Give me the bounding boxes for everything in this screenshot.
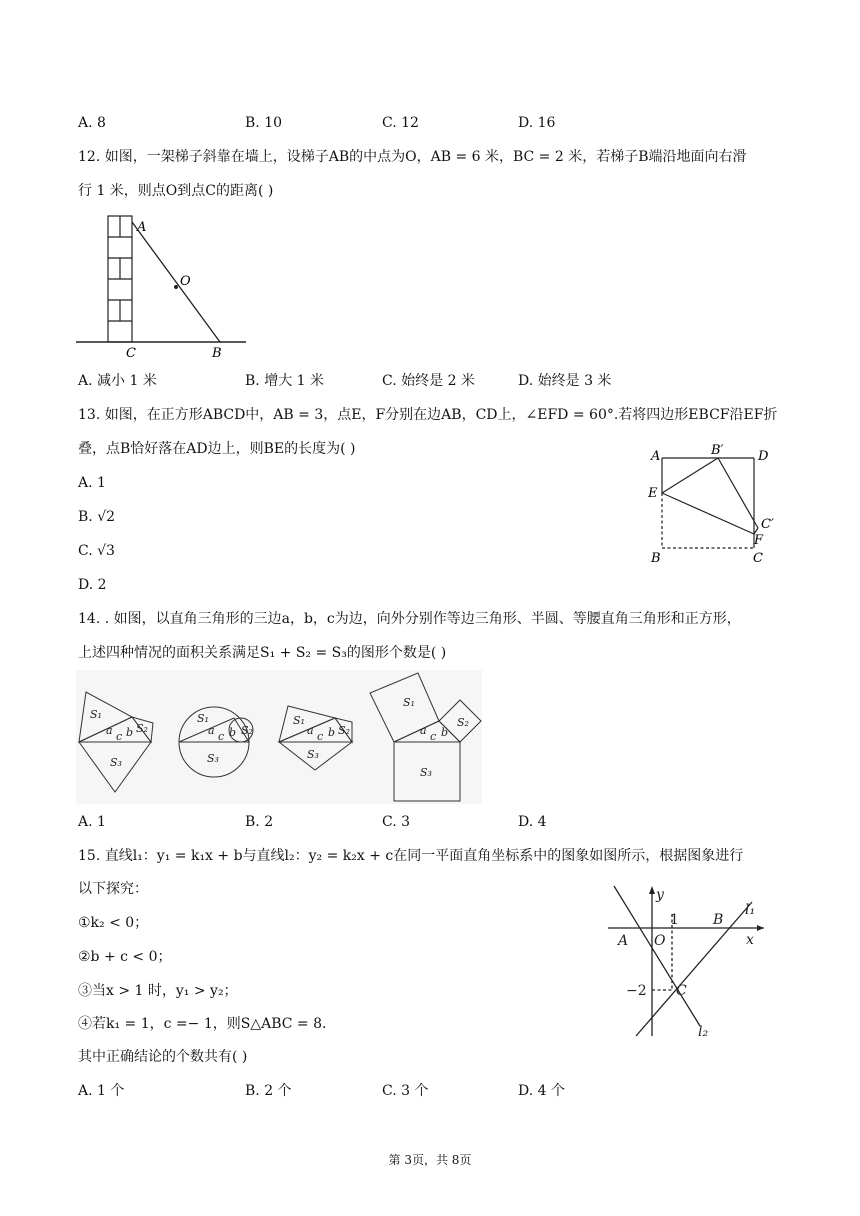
q14-option-a: A. 1 bbox=[78, 814, 106, 830]
q11-option-a: A. 8 bbox=[78, 115, 106, 131]
q15-statement-4: ④若k₁ = 1，c =− 1，则S△ABC = 8. bbox=[78, 1016, 327, 1032]
q14-f2-b: b bbox=[229, 726, 237, 739]
q13-stem-line2: 叠，点B恰好落在AD边上，则BE的长度为( ) bbox=[78, 441, 356, 457]
q14-f4-s3: S₃ bbox=[420, 766, 432, 779]
q11-option-b: B. 10 bbox=[245, 115, 283, 131]
q13-label-a: A bbox=[651, 449, 661, 464]
q14-option-d: D. 4 bbox=[518, 814, 547, 830]
q12-option-b: B. 增大 1 米 bbox=[245, 373, 324, 389]
q14-f3-a: a bbox=[307, 724, 314, 737]
q15-statement-3: ③当x > 1 时，y₁ > y₂； bbox=[78, 983, 238, 999]
q13-option-a: A. 1 bbox=[78, 475, 106, 491]
q14-f3-s2: S₂ bbox=[338, 724, 350, 737]
q12-label-b: B bbox=[212, 346, 222, 361]
q12-stem-line1: 12. 如图，一架梯子斜靠在墙上，设梯子AB的中点为O，AB = 6 米，BC = 2 米，若梯子B端沿地面向右滑 bbox=[78, 149, 747, 165]
q15-label-x: x bbox=[746, 932, 754, 948]
q13-stem-line1: 13. 如图，在正方形ABCD中，AB = 3，点E，F分别在边AB，CD上，∠EFD = 60°.若将四边形EBCF沿EF折 bbox=[78, 407, 778, 423]
q15-option-d: D. 4 个 bbox=[518, 1083, 565, 1099]
q15-statement-2: ②b + c < 0； bbox=[78, 949, 172, 965]
q13-option-c: C. √3 bbox=[78, 543, 115, 559]
q14-f1-c: c bbox=[116, 730, 123, 743]
q12-label-c: C bbox=[126, 346, 136, 361]
q13-label-f: F bbox=[754, 533, 764, 548]
q14-f3-s1: S₁ bbox=[293, 714, 305, 727]
q15-label-l1: l₁ bbox=[745, 902, 756, 918]
q12-option-a: A. 减小 1 米 bbox=[78, 373, 157, 389]
q14-f3-b: b bbox=[328, 726, 336, 739]
q15-y-arrow-icon bbox=[649, 886, 655, 894]
q15-label-one: 1 bbox=[670, 912, 679, 928]
q15-option-c: C. 3 个 bbox=[382, 1083, 429, 1099]
q12-label-a: A bbox=[137, 220, 147, 235]
q15-line-l2 bbox=[614, 886, 700, 1026]
q14-f1-a: a bbox=[106, 724, 113, 737]
q14-f4-s2: S₂ bbox=[457, 716, 469, 729]
q13-label-c-prime: C′ bbox=[761, 517, 774, 532]
q15-option-a: A. 1 个 bbox=[78, 1083, 125, 1099]
q11-option-d: D. 16 bbox=[518, 115, 556, 131]
q14-f2-s2: S₂ bbox=[241, 724, 253, 737]
q15-stem-line1: 15. 直线l₁：y₁ = k₁x + b与直线l₂：y₂ = k₂x + c在同一平面直角坐标系中的图象如图所示，根据图象进行 bbox=[78, 848, 744, 864]
q15-x-arrow-icon bbox=[757, 925, 764, 931]
q14-f4-a: a bbox=[420, 724, 427, 737]
q13-label-b-prime: B′ bbox=[711, 443, 724, 458]
q12-label-o: O bbox=[180, 274, 191, 289]
q14-f1-s1: S₁ bbox=[90, 708, 102, 721]
q11-option-c: C. 12 bbox=[382, 115, 419, 131]
q14-f1-b: b bbox=[126, 726, 134, 739]
q15-option-b: B. 2 个 bbox=[245, 1083, 292, 1099]
q14-f2-c: c bbox=[218, 730, 225, 743]
q15-label-y: y bbox=[656, 887, 664, 903]
q15-label-l2: l₂ bbox=[698, 1024, 709, 1040]
q14-f2-s3: S₃ bbox=[207, 752, 219, 765]
q15-label-o: O bbox=[654, 933, 666, 949]
q14-f1-s2: S₂ bbox=[136, 722, 148, 735]
q14-f4-s1: S₁ bbox=[403, 696, 415, 709]
q13-square-figure bbox=[642, 440, 782, 570]
q14-f1-s3: S₃ bbox=[110, 756, 122, 769]
q15-label-minus2: −2 bbox=[626, 983, 647, 999]
q14-f2-s1: S₁ bbox=[197, 712, 209, 725]
q14-stem-line1: 14. . 如图，以直角三角形的三边a，b，c为边，向外分别作等边三角形、半圆、等腰直角三角形和正方形， bbox=[78, 611, 741, 627]
q14-option-b: B. 2 bbox=[245, 814, 274, 830]
q12-stem-line2: 行 1 米，则点O到点C的距离( ) bbox=[78, 183, 274, 199]
q13-label-c: C bbox=[753, 551, 763, 566]
q12-ladder-figure bbox=[76, 212, 246, 362]
q13-option-b: B. √2 bbox=[78, 509, 116, 525]
q13-label-b: B bbox=[651, 551, 661, 566]
q14-stem-line2: 上述四种情况的面积关系满足S₁ + S₂ = S₃的图形个数是( ) bbox=[78, 645, 447, 661]
page-footer: 第 3页，共 8页 bbox=[388, 1153, 472, 1167]
q12-point-o bbox=[174, 285, 178, 289]
q15-label-b: B bbox=[713, 912, 724, 928]
q15-stem-line2: 以下探究： bbox=[78, 881, 148, 897]
q13-label-e: E bbox=[648, 486, 658, 501]
q15-label-c: C bbox=[676, 983, 687, 999]
q13-option-d: D. 2 bbox=[78, 577, 107, 593]
q14-figures bbox=[76, 670, 482, 804]
q14-option-c: C. 3 bbox=[382, 814, 411, 830]
q15-conclusion: 其中正确结论的个数共有( ) bbox=[78, 1049, 248, 1065]
q14-f4-c: c bbox=[430, 730, 437, 743]
q14-f2-a: a bbox=[208, 724, 215, 737]
q14-f3-c: c bbox=[317, 730, 324, 743]
q12-option-c: C. 始终是 2 米 bbox=[382, 373, 475, 389]
q12-option-d: D. 始终是 3 米 bbox=[518, 373, 612, 389]
q15-label-a: A bbox=[618, 933, 629, 949]
q14-f3-s3: S₃ bbox=[307, 748, 319, 761]
q13-label-d: D bbox=[758, 449, 769, 464]
q15-coordinate-figure bbox=[604, 884, 774, 1040]
q14-f4-b: b bbox=[441, 726, 449, 739]
q15-statement-1: ①k₂ < 0； bbox=[78, 915, 149, 931]
